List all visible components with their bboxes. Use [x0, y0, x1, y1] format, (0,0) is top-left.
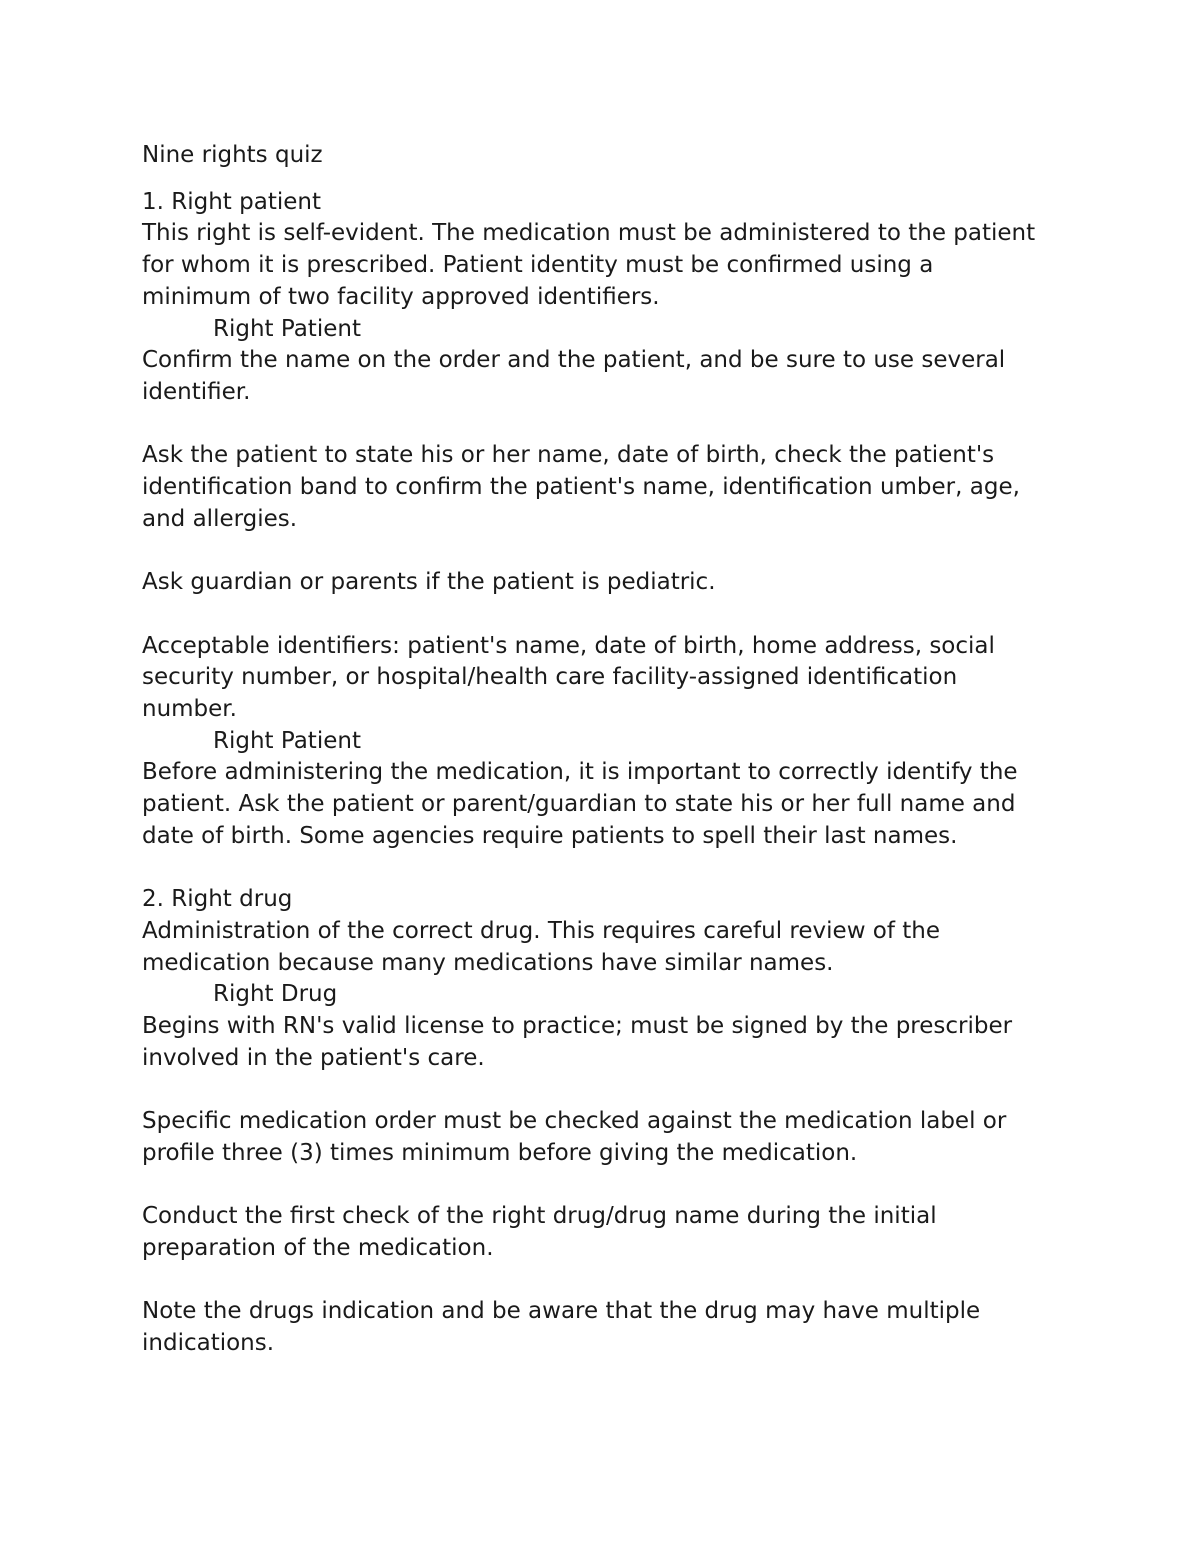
paragraph — [142, 757, 1072, 852]
text-line: number. — [142, 695, 237, 722]
text-line: Confirm the name on the order and the patient, and be sure to use several — [142, 347, 1006, 374]
paragraph — [142, 916, 1072, 979]
paragraph — [142, 218, 1072, 313]
subheading-right-patient: Right Patient — [213, 315, 361, 342]
text-line: Ask guardian or parents if the patient is pediatric. — [142, 569, 716, 596]
text-line: for whom it is prescribed. Patient identity must be confirmed using a — [142, 252, 934, 279]
subheading-right-patient: Right Patient — [213, 727, 361, 754]
text-line: Administration of the correct drug. This requires careful review of the — [142, 917, 941, 944]
text-line: Before administering the medication, it is important to correctly identify the — [142, 759, 1018, 786]
paragraph — [142, 345, 1072, 408]
text-line: Specific medication order must be checked against the medication label or — [142, 1108, 1007, 1135]
blank-line — [142, 1265, 1072, 1297]
section-heading-right-drug: 2. Right drug — [142, 886, 293, 913]
text-line: Conduct the first check of the right drug/drug name during the initial — [142, 1203, 937, 1230]
text-line: minimum of two facility approved identifiers. — [142, 283, 660, 310]
text-line: and allergies. — [142, 505, 298, 532]
blank-line — [142, 852, 1072, 884]
subheading-right-drug: Right Drug — [213, 981, 338, 1008]
text-line: Note the drugs indication and be aware that the drug may have multiple — [142, 1298, 981, 1325]
blank-line — [142, 1074, 1072, 1106]
section-heading-right-patient: 1. Right patient — [142, 188, 321, 215]
paragraph — [142, 1011, 1072, 1074]
text-line: security number, or hospital/health care facility-assigned identification — [142, 664, 958, 691]
blank-line — [142, 409, 1072, 441]
text-line: medication because many medications have similar names. — [142, 949, 834, 976]
paragraph — [142, 1296, 1072, 1359]
blank-line — [142, 599, 1072, 631]
text-line: preparation of the medication. — [142, 1234, 494, 1261]
text-line: profile three (3) times minimum before giving the medication. — [142, 1139, 858, 1166]
paragraph — [142, 631, 1072, 726]
text-line: Begins with RN's valid license to practice; must be signed by the prescriber — [142, 1012, 1013, 1039]
document-title: Nine rights quiz — [142, 142, 323, 168]
text-line: identifier. — [142, 378, 251, 405]
paragraph — [142, 1106, 1072, 1169]
text-line: This right is self-evident. The medication must be administered to the patient — [142, 220, 1036, 247]
text-line: date of birth. Some agencies require patients to spell their last names. — [142, 822, 958, 849]
blank-line — [142, 535, 1072, 567]
text-line: involved in the patient's care. — [142, 1044, 485, 1071]
text-line: identification band to confirm the patient's name, identification umber, age, — [142, 474, 1020, 501]
paragraph — [142, 440, 1072, 535]
paragraph — [142, 567, 1072, 599]
document-body — [142, 140, 1072, 1360]
text-line: patient. Ask the patient or parent/guardian to state his or her full name and — [142, 791, 1016, 818]
text-line: Ask the patient to state his or her name, date of birth, check the patient's — [142, 442, 995, 469]
blank-line — [142, 1169, 1072, 1201]
text-line: Acceptable identifiers: patient's name, date of birth, home address, social — [142, 632, 995, 659]
text-line: indications. — [142, 1329, 275, 1356]
paragraph — [142, 1201, 1072, 1264]
